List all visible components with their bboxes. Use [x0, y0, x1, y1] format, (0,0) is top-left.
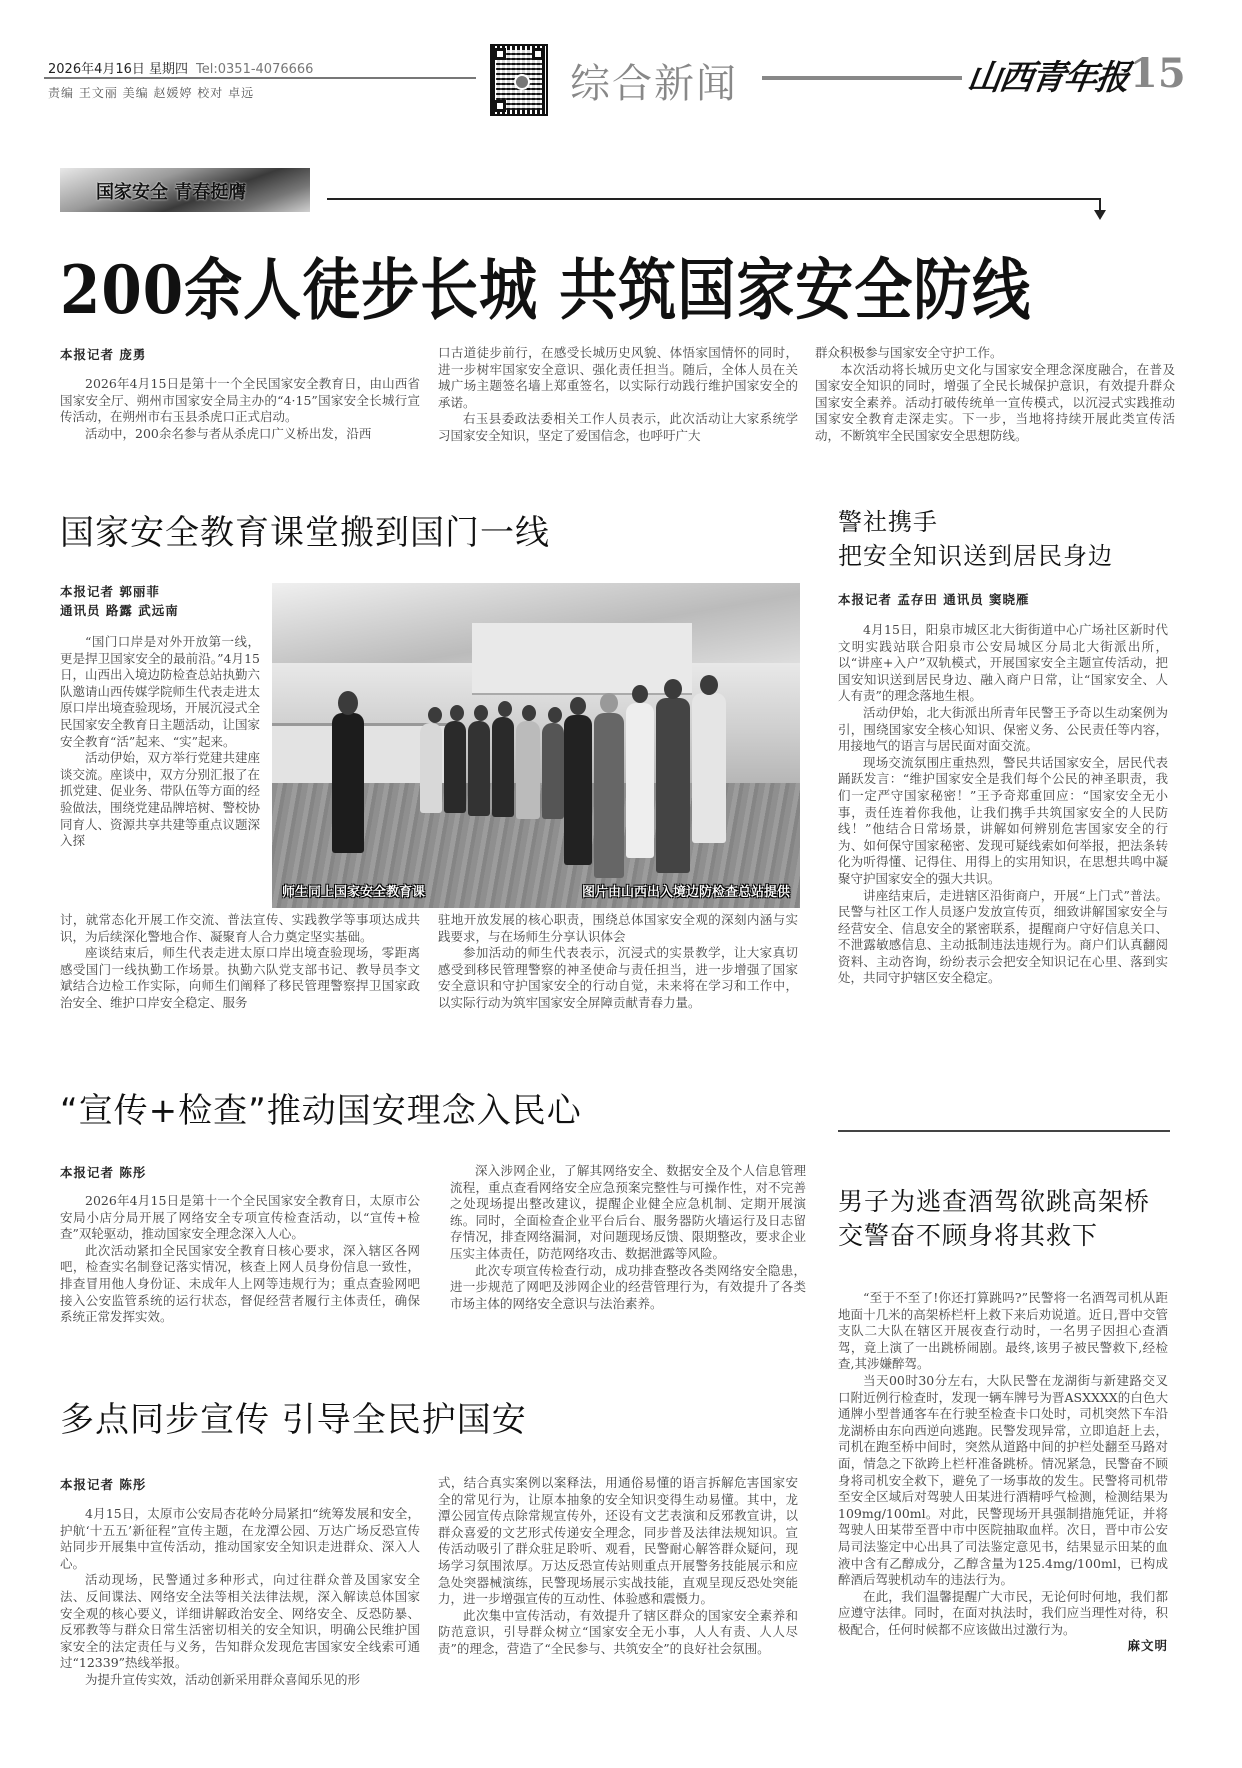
article2-col2	[438, 912, 798, 1012]
article1-headline: 200余人徒步长城 共筑国家安全防线	[60, 250, 1032, 330]
article2-col1-narrow	[60, 634, 260, 850]
article2-col1-wide	[60, 912, 420, 1012]
article2-reporter: 本报记者 郭丽菲	[60, 584, 160, 599]
column-divider	[838, 1130, 1170, 1132]
article4-paragraph: 此次专项宣传检查行动，成功排查整改各类网络安全隐患，进一步规范了网吧及涉网企业的经营管理行为，有效提升了各类市场主体的网络安全意识与法治素养。	[450, 1262, 806, 1311]
paper-logo: 山西青年报	[964, 58, 1131, 98]
article6-body	[838, 1290, 1168, 1655]
article5-paragraph: 为提升宣传实效，活动创新采用群众喜闻乐见的形	[85, 1671, 361, 1687]
section-name: 综合新闻	[570, 61, 738, 107]
article2-paragraph-cont: 驻地开放发展的核心职责，围绕总体国家安全观的深刻内涵与实践要求，与在场师生分享认识体会	[438, 912, 798, 944]
article6-headline-line2: 交警奋不顾身将其救下	[838, 1221, 1099, 1250]
article1-byline: 本报记者 庞勇	[60, 347, 147, 362]
article5-byline: 本报记者 陈彤	[60, 1477, 147, 1492]
article4-col2	[450, 1163, 806, 1312]
article4-paragraph: 此次活动紧扣全民国家安全教育日核心要求，深入辖区各网吧，检查实名制登记落实情况，核查上网人员身份信息一致性，排查冒用他人身份证、未成年人上网等违规行为；重点查验网吧接入公安监管系统的运行状态，督促经营者履行主体责任，确保系统正常发挥实效。	[60, 1242, 420, 1325]
qr-code-icon[interactable]	[490, 44, 548, 116]
article3-headline-line1: 警社携手	[838, 508, 938, 536]
article3-headline-line2: 把安全知识送到居民身边	[838, 542, 1113, 570]
photo-credit: 图片由山西出入境边防检查总站提供	[581, 885, 790, 900]
arrow-down-icon	[1094, 210, 1106, 220]
column-banner	[60, 168, 310, 212]
article1-col3	[815, 345, 1175, 445]
article1-paragraph-cont: 口古道徒步前行，在感受长城历史风貌、体悟家国情怀的同时，进一步树牢国家安全意识、强化责任担当。随后，全体人员在关城广场主题签名墙上郑重签名，以实际行动践行维护国家安全的承诺。	[438, 345, 798, 410]
article5-paragraph-cont: 式，结合真实案例以案释法，用通俗易懂的语言拆解危害国家安全的常见行为，让原本抽象的安全知识变得生动易懂。其中，龙潭公园宣传点除常规宣传外，还设有文艺表演和反邪教宣讲，以群众喜爱的文艺形式传递安全理念，同步普及法律法规知识。宣传活动吸引了群众驻足聆听、观看，民警耐心解答群众疑问，现场学习氛围浓厚。万达反恐宣传站则重点开展警务技能展示和应急处突器械演练，民警现场展示实战技能，直观呈现反恐处突能力，进一步增强宣传的互动性、体验感和震慑力。	[438, 1475, 798, 1607]
article1-paragraph: 活动中，200余名参与者从杀虎口广义桥出发，沿西	[85, 425, 372, 441]
article1-paragraph: 2026年4月15日是第十一个全民国家安全教育日，由山西省国家安全厅、朔州市国家安全局主办的“4·15”国家安全长城行宣传活动，在朔州市右玉县杀虎口正式启动。	[60, 376, 420, 425]
article5-col1	[60, 1506, 420, 1689]
article5-paragraph: 此次集中宣传活动，有效提升了辖区群众的国家安全素养和防范意识，引导群众树立“国家安全无小事，人人有责、人人尽责”的理念，营造了“全民参与、共筑安全”的良好社会氛围。	[438, 1607, 798, 1656]
article2-byline	[60, 582, 179, 620]
issue-date	[48, 58, 313, 77]
article5-paragraph: 4月15日，太原市公安局杏花岭分局紧扣“统筹发展和安全，护航‘十五五’新征程”宣传主题，在龙潭公园、万达广场反恐宣传站同步开展集中宣传活动，推动国家安全知识走进群众、深入人心。	[60, 1506, 420, 1571]
editors-line: 责编 王文丽 美编 赵媛婷 校对 卓远	[48, 86, 255, 100]
article2-paragraph: 参加活动的师生代表表示，沉浸式的实景教学，让大家真切感受到移民管理警察的神圣使命与责任担当，进一步增强了国家安全意识和守护国家安全的行动自觉，未来将在学习和工作中，以实际行动为筑牢国家安全屏障贡献青春力量。	[438, 945, 798, 1010]
masthead-rule	[44, 77, 476, 79]
banner-arrow-line	[327, 198, 1100, 200]
article1-paragraph: 本次活动将长城历史文化与国家安全理念深度融合，在普及国家安全知识的同时，增强了全民长城保护意识，有效提升群众国家安全素养。活动打破传统单一宣传模式，以沉浸式实践推动国家安全教育走深走实。下一步，当地将持续开展此类宣传活动，不断筑牢全民国家安全思想防线。	[815, 361, 1175, 443]
article5-paragraph: 活动现场，民警通过多种形式，向过往群众普及国家安全法、反间谍法、网络安全法等相关法律法规，深入解读总体国家安全观的核心要义，详细讲解政治安全、网络安全、反恐防暴、反邪教等与群众日常生活密切相关的安全知识，明确公民维护国家安全的法定责任与义务，告知群众发现危害国家安全线索可通过“12339”热线举报。	[60, 1572, 420, 1671]
photo-caption: 师生同上国家安全教育课	[282, 885, 426, 900]
article3-byline: 本报记者 孟存田 通讯员 窦晓雁	[838, 592, 1030, 607]
article6-paragraph: 当天00时30分左右，大队民警在龙湖街与新建路交叉口附近例行检查时，发现一辆车牌号为晋ASXXXX的白色大通牌小型普通客车在行驶至检查卡口处时，司机突然下车沿龙湖桥由东向西逆向逃跑。民警发现异常，立即追赶上去，司机在跑至桥中间时，突然从道路中间的护栏处翻至马路对面，情急之下欲跨上栏杆准备跳桥。情况紧急，民警奋不顾身将司机安全救下，避免了一场事故的发生。民警将司机带至安全区域后对驾驶人田某进行酒精呼气检测，检测结果为109mg/100ml。对此，民警现场开具强制措施凭证，并将驾驶人田某带至晋中市中医院抽取血样。次日，晋中市公安局司法鉴定中心出具了司法鉴定意见书，结果显示田某的血液中含有乙醇成分，乙醇含量为125.4mg/100ml，已构成醉酒后驾驶机动车的违法行为。	[838, 1372, 1168, 1588]
page-number: 15	[1130, 50, 1186, 97]
article3-paragraph: 活动伊始，北大街派出所青年民警王予奇以生动案例为引，围绕国家安全核心知识、保密义务、公民责任等内容，用接地气的语言与居民面对面交流。	[838, 704, 1168, 754]
article2-paragraph: “国门口岸是对外开放第一线，更是捍卫国家安全的最前沿。”4月15日，山西出入境边防检查总站执勤六队邀请山西传媒学院师生代表走进太原口岸出境查验现场，开展沉浸式全民国家安全教育日主题活动，让国家安全教育“活”起来、“实”起来。	[60, 634, 261, 749]
article3-paragraph: 讲座结束后，走进辖区沿街商户，开展“上门式”普法。民警与社区工作人员逐户发放宣传页，细致讲解国家安全与经营安全、信息安全的紧密联系，提醒商户守好信息关口、不泄露敏感信息、主动抵制违法违规行为。商户们认真翻阅资料、主动咨询，纷纷表示会把安全知识记在心里、落到实处，共同守护辖区安全稳定。	[838, 887, 1168, 986]
article1-col1	[60, 376, 420, 442]
section-rule	[762, 76, 962, 80]
article5-col2	[438, 1475, 798, 1658]
article4-col1	[60, 1193, 420, 1326]
article4-paragraph: 深入涉网企业，了解其网络安全、数据安全及个人信息管理流程，重点查看网络安全应急预案完整性与可操作性，对不完善之处现场提出整改建议，提醒企业健全应急机制、定期开展演练。同时，全面检查企业平台后台、服务器防火墙运行及日志留存情况，排查网络漏洞，对问题现场反馈、限期整改，要求企业压实主体责任，防范网络攻击、数据泄露等风险。	[450, 1163, 806, 1261]
article2-correspondents: 通讯员 路露 武远南	[60, 603, 179, 618]
article2-headline: 国家安全教育课堂搬到国门一线	[60, 513, 550, 553]
article6-paragraph: 在此，我们温馨提醒广大市民，无论何时何地，我们都应遵守法律。同时，在面对执法时，我们应当理性对待，积极配合，任何时候都不应该做出过激行为。	[838, 1588, 1168, 1637]
article2-paragraph: 座谈结束后，师生代表走进太原口岸出境查验现场，零距离感受国门一线执勤工作场景。执勤六队党支部书记、教导员李文斌结合边检工作实际，向师生们阐释了移民管理警察捍卫国家政治安全、维护口岸安全稳定、服务	[60, 945, 420, 1010]
article6-headline	[838, 1185, 1150, 1253]
article2-paragraph: 活动伊始，双方举行党建共建座谈交流。座谈中，双方分别汇报了在抓党建、促业务、带队伍等方面的经验做法，围绕党建品牌培树、警校协同育人、资源共享共建等重点议题深入探	[60, 750, 261, 849]
article6-paragraph: “至于不至了!你还打算跳吗?”民警将一名酒驾司机从距地面十几米的高架桥栏杆上救下来后劝说道。近日,晋中交管支队二大队在辖区开展夜查行动时，一名男子因担心查酒驾，竟上演了一出跳桥闹剧。最终,该男子被民警救下,经检查,其涉嫌醉驾。	[838, 1290, 1168, 1372]
article3-body	[838, 622, 1168, 987]
article1-col2	[438, 345, 798, 445]
article4-paragraph: 2026年4月15日是第十一个全民国家安全教育日，太原市公安局小店分局开展了网络安全专项宣传检查活动，以“宣传+检查”双轮驱动，推动国家安全理念深入人心。	[60, 1193, 420, 1242]
article1-paragraph: 右玉县委政法委相关工作人员表示，此次活动让大家系统学习国家安全知识，坚定了爱国信念，也呼吁广大	[438, 411, 798, 443]
article2-paragraph-cont: 讨，就常态化开展工作交流、普法宣传、实践教学等事项达成共识，为后续深化警地合作、凝聚育人合力奠定坚实基础。	[60, 912, 420, 944]
article2-photo[interactable]	[272, 583, 800, 908]
article4-byline: 本报记者 陈彤	[60, 1165, 147, 1180]
article6-signature: 麻文明	[1127, 1638, 1168, 1654]
banner-label: 国家安全 青春挺膺	[96, 182, 247, 203]
article5-headline: 多点同步宣传 引导全民护国安	[60, 1400, 527, 1440]
article3-paragraph: 4月15日，阳泉市城区北大街街道中心广场社区新时代文明实践站联合阳泉市公安局城区分局北大街派出所，以“讲座+入户”双轨模式，开展国家安全主题宣传活动，把国安知识送到居民身边、融入商户日常，让“国家安全、人人有责”的理念落地生根。	[838, 622, 1168, 704]
article4-headline: “宣传+检查”推动国安理念入民心	[60, 1091, 582, 1131]
article1-paragraph-cont: 群众积极参与国家安全守护工作。	[815, 345, 1003, 360]
telephone: Tel:0351-4076666	[196, 62, 314, 77]
article3-paragraph: 现场交流氛围庄重热烈，警民共话国家安全，居民代表踊跃发言：“维护国家安全是我们每个公民的神圣职责，我们一定严守国家秘密！”王予奇郑重回应：“国家安全无小事，责任连着你我他，让我们携手共筑国家安全的人民防线！”他结合日常场景，讲解如何辨别危害国家安全的行为、如何保守国家秘密、发现可疑线索如何举报，把法条转化为听得懂、记得住、用得上的实用知识，在思想共鸣中凝聚守护国家安全的强大共识。	[838, 754, 1168, 886]
article3-headline	[838, 505, 1113, 573]
article6-headline-line1: 男子为逃查酒驾欲跳高架桥	[838, 1187, 1151, 1216]
date-text: 2026年4月16日 星期四	[48, 62, 189, 77]
